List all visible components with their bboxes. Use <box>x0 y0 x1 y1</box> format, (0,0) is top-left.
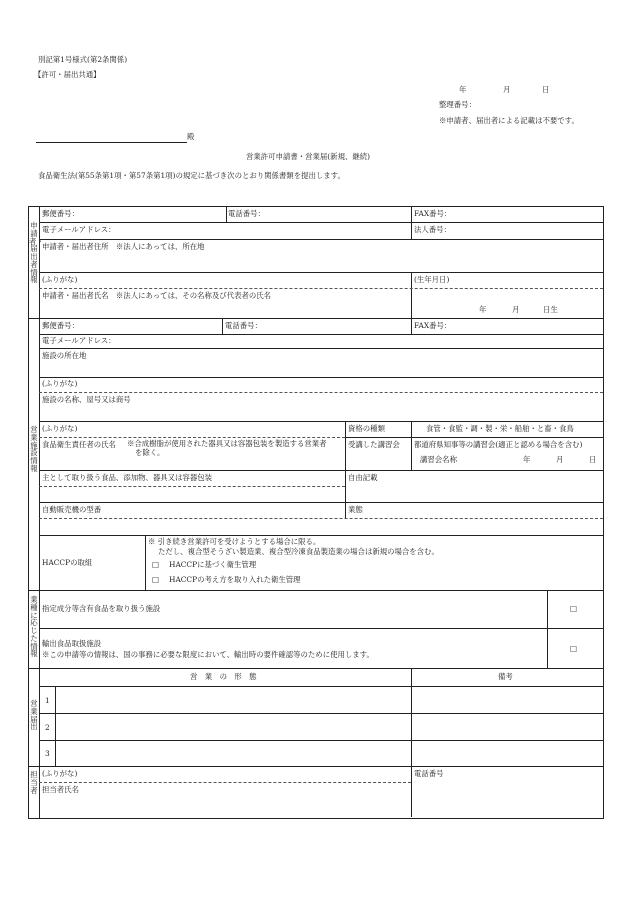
vending-machine-model[interactable]: 自動販売機の型番 <box>42 505 102 514</box>
date-year[interactable]: 年 <box>459 85 467 94</box>
grid-line <box>39 486 345 487</box>
grid-line <box>145 535 146 590</box>
main-products[interactable]: 主として取り扱う食品、添加物、器具又は容器包装 <box>42 473 212 482</box>
grid-line <box>226 206 227 222</box>
hygiene-furigana[interactable]: (ふりがな) <box>42 424 78 433</box>
facility-postal[interactable]: 郵便番号： <box>42 321 79 330</box>
intro-text: 食品衛生法(第55条第1項・第57条第1項)の規定に基づき次のとおり関係書類を提出します。 <box>38 171 345 180</box>
grid-line <box>39 686 603 687</box>
grid-line <box>39 782 411 783</box>
grid-line <box>411 318 412 334</box>
grid-line <box>547 590 548 668</box>
applicant-address[interactable]: 申請者・届出者住所 ※法人にあっては、所在地 <box>42 242 205 251</box>
haccp-note-line2: ただし、複合型そうざい製造業、複合型冷凍食品製造業の場合は新規の場合を含む。 <box>158 547 439 556</box>
notification-row-number: 1 <box>45 696 50 705</box>
grid-line <box>55 686 56 766</box>
facility-email[interactable]: 電子メールアドレス： <box>42 336 116 345</box>
form-number: 別記第1号様式(第2条関係) <box>38 55 128 64</box>
applicant-fax[interactable]: FAX番号： <box>414 209 452 218</box>
designated-checkbox[interactable]: □ <box>570 604 577 613</box>
designated-ingredient-facility: 指定成分等含有食品を取り扱う施設 <box>42 604 161 613</box>
haccp-note-line1: ※ 引き続き営業許可を受けようとする場合に限る。 <box>148 537 321 546</box>
grid-line <box>39 535 603 536</box>
course-name[interactable]: 講習会名称 <box>420 455 457 464</box>
grid-line <box>411 206 412 240</box>
grid-line <box>39 288 603 289</box>
facility-name[interactable]: 施設の名称、屋号又は商号 <box>42 395 131 404</box>
grid-line <box>39 239 603 240</box>
export-checkbox[interactable]: □ <box>570 644 577 653</box>
birth-day[interactable]: 日生 <box>543 305 558 314</box>
facility-furigana[interactable]: (ふりがな) <box>42 379 78 388</box>
grid-line <box>39 348 603 349</box>
grid-line <box>39 628 603 629</box>
facility-section-label: 営業施設情報 <box>30 425 38 473</box>
applicant-furigana[interactable]: (ふりがな) <box>42 275 78 284</box>
addressee-suffix: 殿 <box>187 132 195 141</box>
notification-row-number: 2 <box>45 723 50 732</box>
grid-line <box>411 437 412 470</box>
applicability-label: 【許可・届出共通】 <box>34 70 101 79</box>
applicant-name[interactable]: 申請者・届出者氏名 ※法人にあっては、その名称及び代表者の氏名 <box>42 291 272 300</box>
haccp-option2-label: HACCPの考え方を取り入れた衛生管理 <box>169 575 301 584</box>
haccp-option1-checkbox[interactable]: □ <box>152 560 159 569</box>
grid-line <box>39 470 603 471</box>
haccp-label: HACCPの取組 <box>42 558 93 567</box>
grid-line <box>411 272 412 318</box>
contact-name[interactable]: 担当者氏名 <box>42 785 79 794</box>
contact-section-label: 担当者 <box>30 770 38 795</box>
qualification-options[interactable]: 食管・食監・調・製・栄・船舶・と畜・食鳥 <box>426 424 574 433</box>
grid-line <box>39 392 603 393</box>
haccp-option1-label: HACCPに基づく衛生管理 <box>169 560 257 569</box>
grid-line <box>39 740 603 741</box>
section-divider <box>28 668 604 669</box>
contact-phone[interactable]: 電話番号 <box>414 769 444 778</box>
grid-line <box>411 421 412 437</box>
applicant-section-label: 申請者・届出者情報 <box>29 221 44 285</box>
grid-line <box>39 421 603 422</box>
label-column-divider <box>39 206 40 818</box>
section-divider <box>28 318 604 319</box>
export-note: ※この申請等の情報は、国の事務に必要な限度において、輸出時の要件確認等のために使用します。 <box>42 650 374 659</box>
facility-phone[interactable]: 電話番号： <box>225 321 262 330</box>
hygiene-note-line2: を除く。 <box>135 448 165 457</box>
contact-furigana[interactable]: (ふりがな) <box>42 769 78 778</box>
course-year[interactable]: 年 <box>523 455 531 464</box>
notification-row-number: 3 <box>45 749 50 758</box>
grid-line <box>411 668 412 766</box>
export-facility: 輸出食品取扱施設 <box>42 639 102 648</box>
business-type-label[interactable]: 業態 <box>348 505 363 514</box>
course-day[interactable]: 日 <box>589 455 597 464</box>
facility-fax[interactable]: FAX番号： <box>414 321 452 330</box>
grid-line <box>39 222 603 223</box>
reference-number-label: 整理番号： <box>439 100 476 109</box>
notification-section-label: 営業届出 <box>30 699 38 732</box>
course-options[interactable]: 都道府県知事等の講習会(適正と認める場合を含む) <box>414 440 583 449</box>
course-month[interactable]: 月 <box>556 455 564 464</box>
grid-line <box>39 334 603 335</box>
reference-number-note: ※申請者、届出者による記載は不要です。 <box>439 116 579 125</box>
grid-line <box>39 502 603 503</box>
qualification-type-label: 資格の種類 <box>348 424 385 433</box>
remarks-header: 備考 <box>498 672 513 681</box>
grid-line <box>345 437 603 438</box>
facility-location[interactable]: 施設の所在地 <box>42 351 87 360</box>
grid-line <box>411 766 412 817</box>
grid-line <box>39 518 603 519</box>
date-day[interactable]: 日 <box>542 85 550 94</box>
addressee-line[interactable] <box>36 142 187 143</box>
date-month[interactable]: 月 <box>503 85 511 94</box>
grid-line <box>39 272 603 273</box>
section-divider <box>28 590 604 591</box>
grid-line <box>39 713 603 714</box>
section-divider <box>28 766 604 767</box>
grid-line <box>39 377 603 378</box>
applicant-postal[interactable]: 郵便番号： <box>42 209 79 218</box>
business-info-section-label: 業種に応じた情報 <box>30 595 38 659</box>
birth-year[interactable]: 年 <box>479 305 487 314</box>
page-title: 営業許可申請書・営業届(新規、継続) <box>246 152 371 161</box>
hygiene-note-line1: ※合成樹脂が使用された器具又は容器包装を製造する営業者 <box>127 439 327 448</box>
free-entry-label[interactable]: 自由記載 <box>348 473 378 482</box>
business-form-header: 営 業 の 形 態 <box>190 672 257 681</box>
applicant-email[interactable]: 電子メールアドレス： <box>42 225 116 234</box>
applicant-corporate-number[interactable]: 法人番号： <box>414 225 451 234</box>
hygiene-manager-name[interactable]: 食品衛生責任者の氏名 <box>42 440 116 449</box>
applicant-phone[interactable]: 電話番号： <box>228 209 265 218</box>
grid-line <box>39 437 345 438</box>
birth-month[interactable]: 月 <box>512 305 520 314</box>
grid-line <box>222 318 223 334</box>
haccp-option2-checkbox[interactable]: □ <box>152 575 159 584</box>
course-label: 受講した講習会 <box>348 440 400 449</box>
applicant-birth-label: (生年月日) <box>414 275 450 284</box>
